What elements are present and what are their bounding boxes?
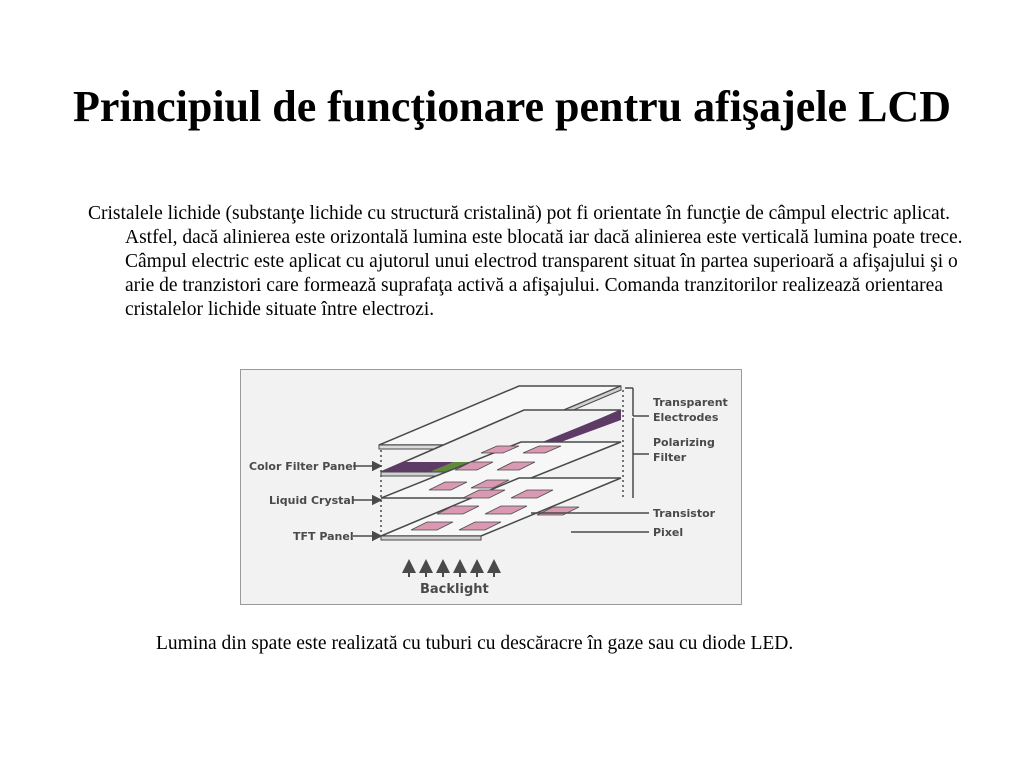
figure-caption: Lumina din spate este realizată cu tuburi cu descăracre în gaze sau cu diode LED. <box>156 633 794 654</box>
label-transistor: Transistor <box>653 507 716 520</box>
tft-panel-edge <box>381 536 481 540</box>
body-paragraph: Cristalele lichide (substanţe lichide cu structură cristalină) pot fi orientate în funcţie de câmpul electric aplicat. Astfel, dacă alinierea este orizontală lumina este blocată iar dacă alinierea este verticală lumina poate trece. Câmpul electric este aplicat cu ajutorul unui electrod transparent situat în partea superioară a afişajului şi o arie de tranzistori care formează suprafaţa activă a afişajului. Comanda tranzitorilor realizează orientarea cristalelor lichide situate între electrozi. <box>88 203 963 320</box>
label-transparent-line1: Transparent <box>653 396 728 409</box>
label-tft-panel: TFT Panel <box>293 530 354 543</box>
label-polarizing-line2: Filter <box>653 451 687 464</box>
label-polarizing-line1: Polarizing <box>653 436 715 449</box>
label-color-filter-panel: Color Filter Panel <box>249 460 357 473</box>
backlight-arrows <box>409 561 494 577</box>
lcd-diagram-svg <box>241 370 743 606</box>
label-transparent-line2: Electrodes <box>653 411 719 424</box>
label-backlight: Backlight <box>420 582 489 597</box>
slide-title: Principiul de funcţionare pentru afişajele LCD <box>73 82 951 131</box>
label-pixel: Pixel <box>653 526 684 539</box>
lcd-layers-diagram <box>240 369 742 605</box>
label-liquid-crystal: Liquid Crystal <box>269 494 355 507</box>
